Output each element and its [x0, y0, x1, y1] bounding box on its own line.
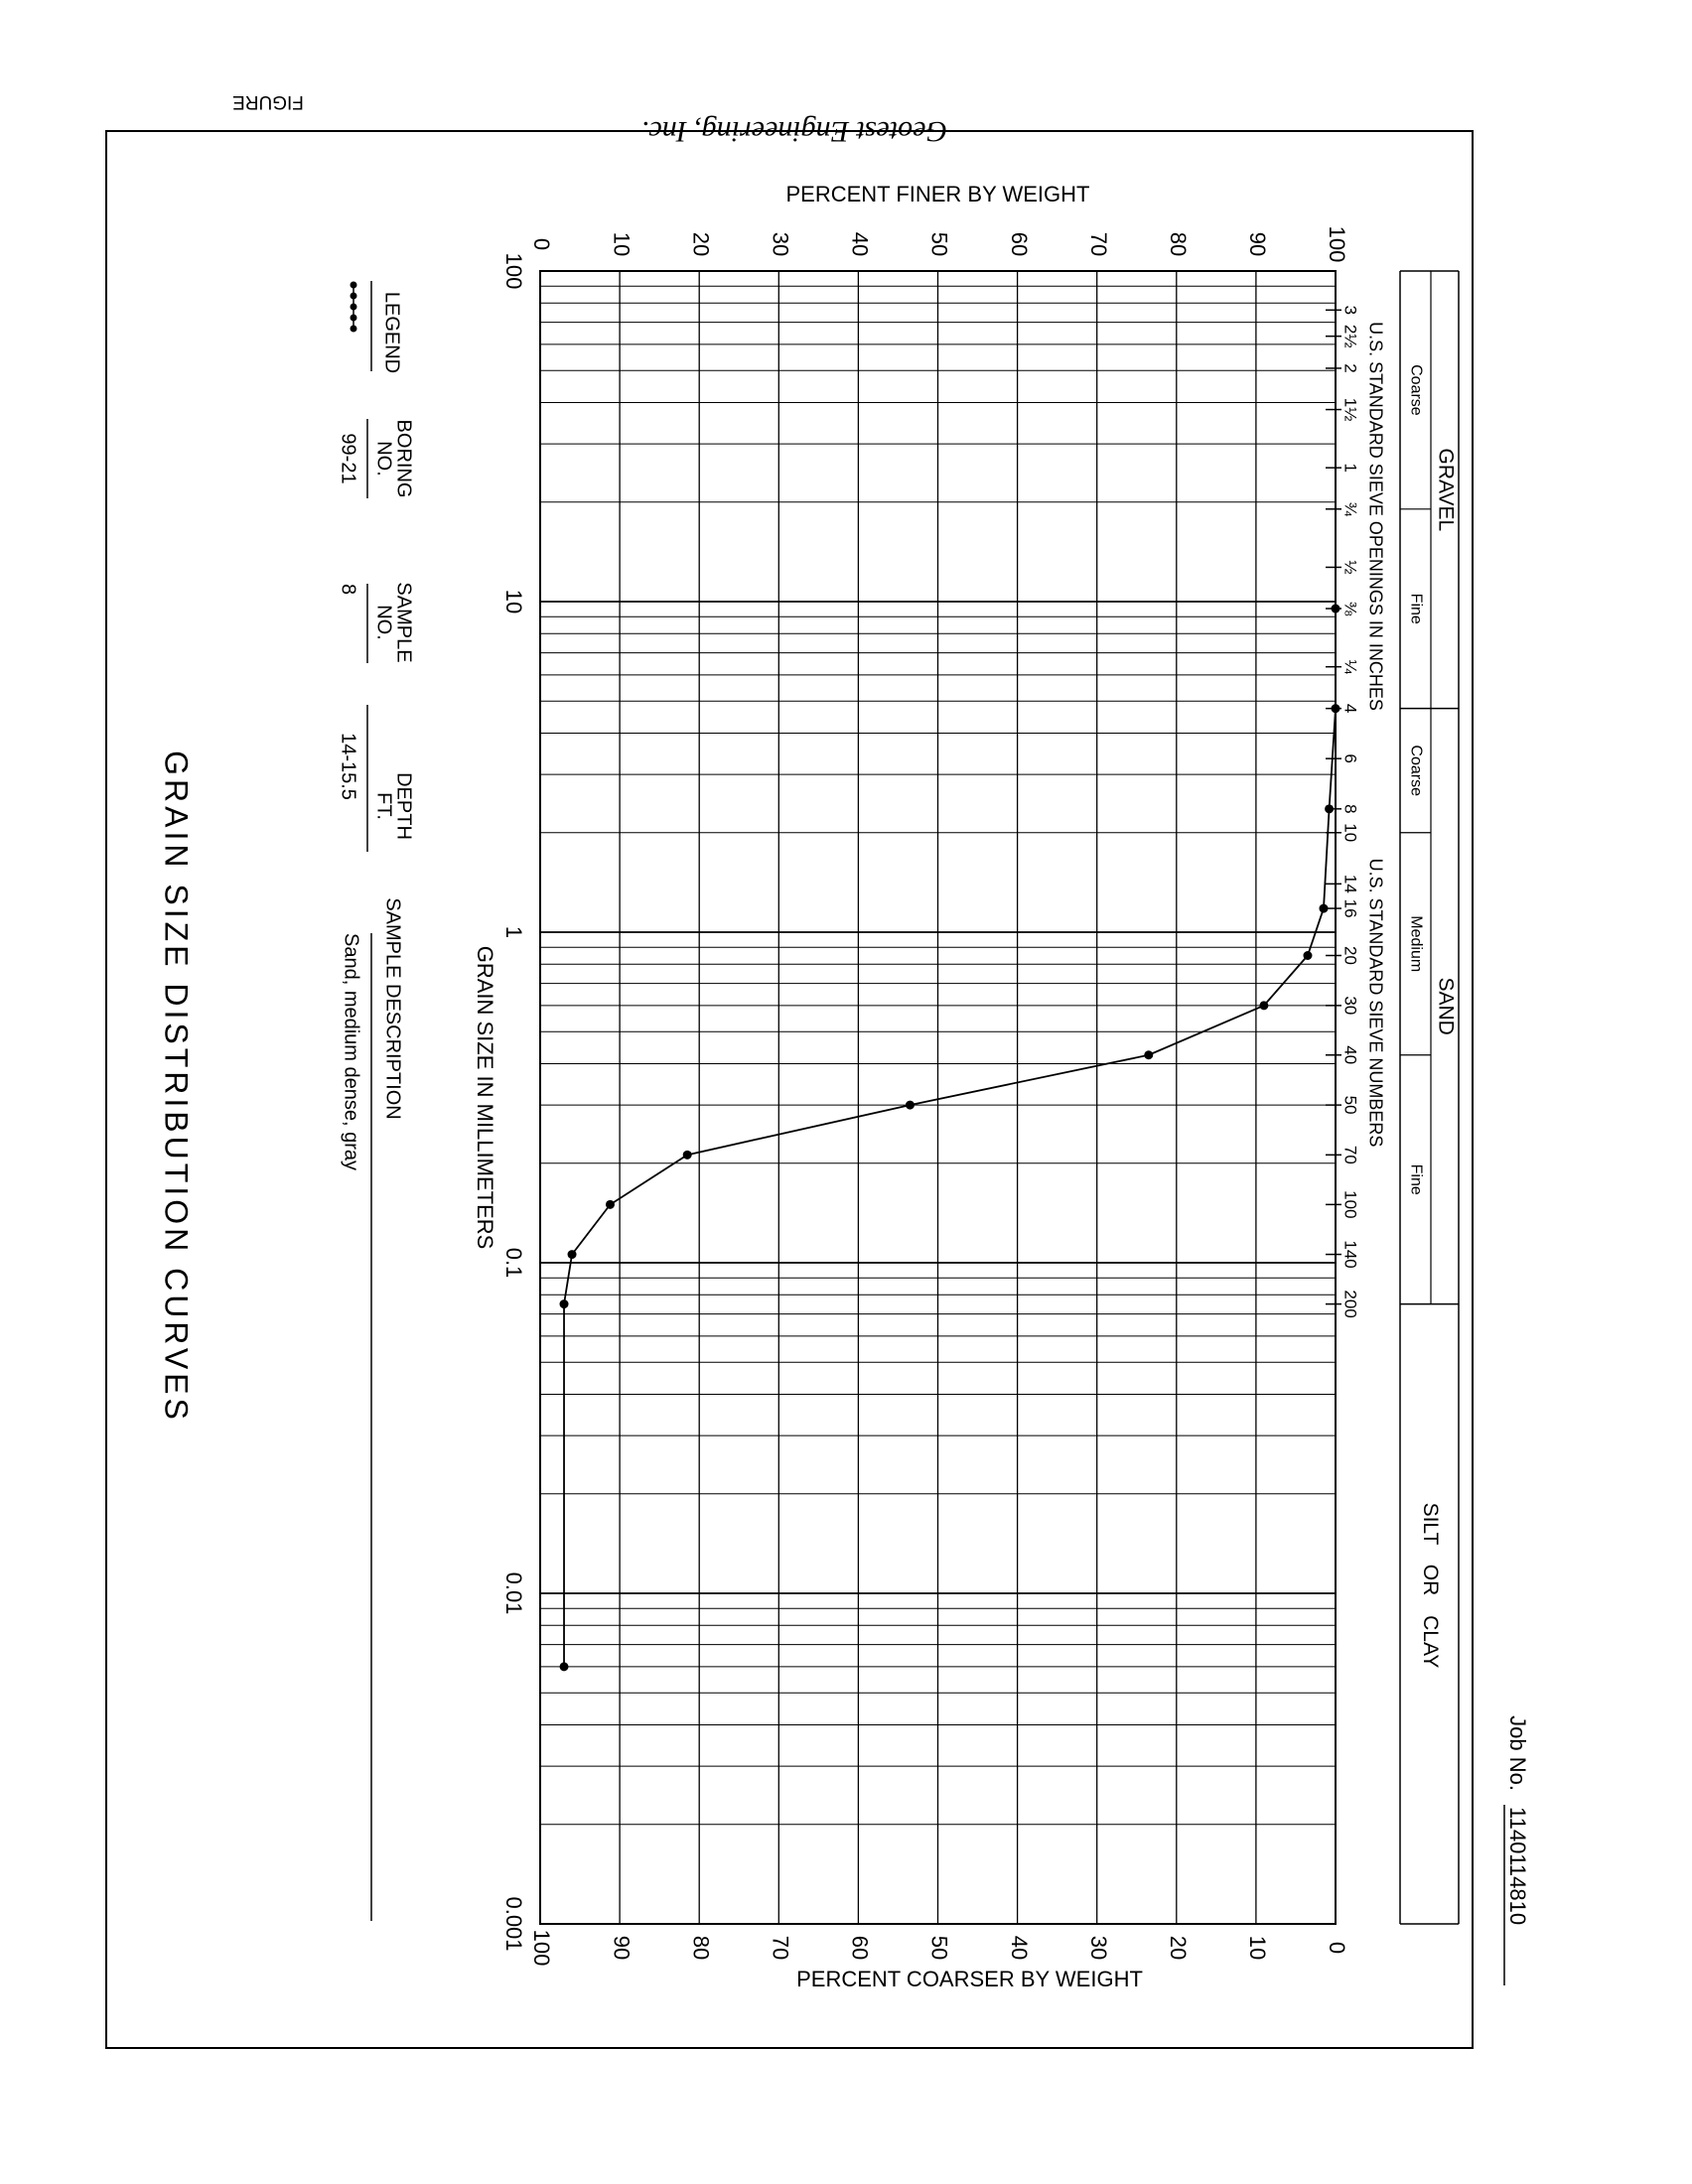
y2-tick-label: [927, 1936, 952, 1960]
data-point: [1332, 605, 1340, 614]
svg-text:10: 10: [1245, 1935, 1271, 1961]
svg-text:0: 0: [1325, 1941, 1350, 1955]
svg-text:14: 14: [1340, 874, 1360, 893]
svg-text:70: 70: [1340, 1145, 1360, 1164]
data-point: [1332, 704, 1340, 713]
sand-medium-label: [1407, 915, 1424, 972]
svg-text:40: 40: [1340, 1045, 1360, 1065]
svg-text:Coarse: Coarse: [1407, 364, 1425, 416]
sieve-inch-label: [1341, 363, 1360, 372]
y2-tick-label: [529, 1930, 554, 1967]
svg-text:30: 30: [768, 231, 793, 257]
svg-text:U.S. STANDARD SIEVE NUMBERS: U.S. STANDARD SIEVE NUMBERS: [1365, 858, 1386, 1148]
sieve-numbers-header: [1365, 859, 1385, 1148]
svg-text:Fine: Fine: [1407, 593, 1425, 624]
gravel-coarse-label: [1407, 364, 1424, 416]
svg-text:GRAVEL: GRAVEL: [1434, 448, 1458, 532]
x-tick-label: [501, 1896, 526, 1951]
y2-tick-label: [609, 1936, 634, 1960]
svg-text:100: 100: [501, 252, 527, 290]
svg-text:NO.: NO.: [372, 441, 395, 477]
svg-text:99-21: 99-21: [337, 433, 359, 484]
y-tick-label: [529, 238, 554, 250]
svg-text:Medium: Medium: [1407, 915, 1425, 973]
sieve-inches-header: [1365, 322, 1385, 711]
data-point: [1259, 1001, 1268, 1010]
data-point: [1319, 904, 1328, 913]
boring-header-line2: [373, 441, 395, 477]
sieve-number-label: [1341, 804, 1360, 813]
y2-tick-label: [768, 1936, 792, 1960]
sand-coarse-label: [1407, 745, 1424, 796]
y2-axis-title: PERCENT COARSER BY WEIGHT: [796, 1967, 1143, 1991]
data-point: [906, 1101, 915, 1110]
svg-text:1: 1: [501, 925, 527, 939]
y2-tick-label: [688, 1936, 713, 1960]
y2-tick-label: [1007, 1936, 1032, 1960]
data-point: [560, 1662, 569, 1671]
svg-text:Geotest Engineering, Inc.: Geotest Engineering, Inc.: [640, 115, 948, 149]
y-tick-label: [768, 232, 792, 256]
sieve-number-label: [1341, 1240, 1360, 1268]
x-tick-label: [501, 926, 526, 938]
svg-text:10: 10: [609, 231, 634, 257]
svg-text:Sand, medium dense, gray: Sand, medium dense, gray: [340, 933, 362, 1171]
x-tick-label: [501, 1248, 526, 1279]
legend-header: [381, 292, 403, 373]
svg-text:200: 200: [1340, 1290, 1360, 1318]
x-tick-label: [501, 1572, 526, 1615]
svg-text:10: 10: [501, 589, 527, 614]
svg-text:SILT OR CLAY: SILT OR CLAY: [1418, 1502, 1442, 1669]
svg-text:⅜: ⅜: [1340, 601, 1360, 616]
svg-text:3: 3: [1340, 305, 1360, 316]
figure-label: [232, 91, 304, 112]
sieve-inch-label: [1341, 602, 1360, 616]
svg-text:16: 16: [1340, 898, 1360, 918]
svg-text:8: 8: [337, 584, 359, 596]
svg-text:1½: 1½: [1340, 397, 1360, 422]
sieve-number-label: [1341, 704, 1360, 713]
y-tick-label: [688, 232, 713, 256]
data-point: [1325, 804, 1334, 813]
svg-text:50: 50: [926, 1935, 952, 1961]
svg-text:Fine: Fine: [1407, 1163, 1425, 1195]
svg-text:30: 30: [1340, 996, 1360, 1016]
gravel-label: [1434, 449, 1457, 532]
svg-text:DEPTH: DEPTH: [392, 772, 415, 840]
y2-tick-label: [1245, 1936, 1270, 1960]
svg-text:10: 10: [1340, 823, 1360, 843]
sample-header-line2: [373, 605, 395, 640]
silt-clay-label: [1419, 1503, 1442, 1669]
depth-header: [393, 772, 415, 840]
svg-text:20: 20: [688, 231, 714, 257]
svg-text:0.01: 0.01: [501, 1571, 527, 1615]
sieve-number-label: [1341, 1045, 1360, 1064]
sieve-number-label: [1341, 946, 1360, 965]
svg-text:NO.: NO.: [372, 605, 395, 640]
sieve-inch-label: [1341, 463, 1360, 472]
sand-label: [1434, 977, 1457, 1034]
y-tick-label: [609, 232, 634, 256]
svg-text:80: 80: [688, 1935, 714, 1961]
y-tick-label: [848, 232, 873, 256]
job-number: 1140114810: [1505, 1807, 1531, 1926]
sieve-number-label: [1341, 1096, 1360, 1115]
job-label: Job No.: [1505, 1715, 1531, 1791]
svg-text:6: 6: [1340, 753, 1360, 763]
data-curve: [564, 609, 1336, 1667]
svg-text:SAMPLE DESCRIPTION: SAMPLE DESCRIPTION: [381, 897, 404, 1120]
sieve-number-label: [1341, 996, 1360, 1015]
svg-text:4: 4: [1340, 703, 1360, 714]
sieve-inch-label: [1341, 660, 1360, 675]
svg-text:½: ½: [1340, 560, 1360, 575]
svg-text:Coarse: Coarse: [1407, 745, 1425, 796]
svg-text:30: 30: [1085, 1935, 1111, 1961]
svg-text:FT.: FT.: [372, 792, 395, 820]
svg-text:100: 100: [1325, 225, 1350, 263]
svg-text:60: 60: [847, 1935, 873, 1961]
sieve-inch-label: [1341, 306, 1360, 315]
y-tick-label: [1007, 232, 1032, 256]
svg-text:2½: 2½: [1340, 324, 1360, 348]
y-tick-label: [1325, 226, 1349, 263]
svg-text:140: 140: [1340, 1240, 1360, 1269]
svg-text:14-15.5: 14-15.5: [337, 733, 359, 800]
svg-text:0: 0: [529, 237, 555, 251]
svg-text:70: 70: [1085, 231, 1111, 257]
svg-text:50: 50: [1340, 1095, 1360, 1115]
y-tick-label: [1166, 232, 1191, 256]
sieve-number-label: [1341, 1290, 1360, 1317]
data-point: [683, 1151, 692, 1160]
svg-text:0.1: 0.1: [501, 1247, 527, 1279]
data-point: [1144, 1050, 1153, 1059]
svg-text:GRAIN SIZE DISTRIBUTION CURVES: GRAIN SIZE DISTRIBUTION CURVES: [158, 751, 195, 1424]
boring-header: [393, 420, 415, 498]
svg-text:8: 8: [1340, 804, 1360, 814]
svg-text:SAMPLE: SAMPLE: [392, 582, 415, 663]
chart-title: [159, 751, 195, 1424]
svg-text:70: 70: [768, 1935, 793, 1961]
sieve-inch-label: [1341, 325, 1360, 348]
sieve-inch-label: [1341, 398, 1360, 422]
sieve-inch-label: [1341, 560, 1360, 574]
svg-text:LEGEND: LEGEND: [380, 291, 403, 374]
svg-text:100: 100: [529, 1929, 555, 1967]
svg-text:SAND: SAND: [1434, 977, 1458, 1035]
x-tick-label: [501, 590, 526, 614]
sieve-number-label: [1341, 1146, 1360, 1164]
svg-text:GRAIN SIZE IN MILLIMETERS: GRAIN SIZE IN MILLIMETERS: [473, 945, 498, 1250]
svg-text:¾: ¾: [1340, 501, 1360, 516]
svg-text:80: 80: [1165, 231, 1191, 257]
svg-text:U.S. STANDARD SIEVE OPENINGS I: U.S. STANDARD SIEVE OPENINGS IN INCHES: [1365, 322, 1386, 711]
sieve-number-label: [1341, 1190, 1360, 1218]
svg-text:FIGURE: FIGURE: [232, 90, 304, 112]
svg-text:40: 40: [847, 231, 873, 257]
data-point: [1303, 951, 1312, 960]
svg-text:50: 50: [926, 231, 952, 257]
description-value: [341, 933, 362, 1170]
depth-value: [338, 733, 359, 800]
svg-text:100: 100: [1340, 1190, 1360, 1219]
svg-text:1: 1: [1340, 463, 1360, 473]
data-point: [568, 1250, 577, 1259]
svg-text:90: 90: [1245, 231, 1271, 257]
depth-header-line2: [373, 792, 395, 820]
y-tick-label: [927, 232, 952, 256]
sieve-number-label: [1341, 753, 1360, 762]
data-point: [606, 1200, 615, 1209]
y-tick-label: [1086, 232, 1111, 256]
sample-header: [393, 582, 415, 662]
svg-text:0.001: 0.001: [501, 1896, 527, 1952]
boring-value: [338, 433, 359, 483]
svg-text:20: 20: [1165, 1935, 1191, 1961]
sieve-number-label: [1341, 823, 1360, 842]
frame-border: [106, 131, 1473, 2048]
y-axis-title: PERCENT FINER BY WEIGHT: [785, 182, 1090, 206]
svg-text:¼: ¼: [1340, 659, 1360, 674]
sieve-number-label: [1341, 899, 1360, 918]
y2-tick-label: [1166, 1936, 1191, 1960]
gravel-fine-label: [1407, 594, 1424, 624]
x-axis-title: [473, 946, 497, 1250]
job-number-block: [1504, 1715, 1530, 1985]
y-tick-label: [1245, 232, 1270, 256]
y2-tick-label: [848, 1936, 873, 1960]
svg-text:60: 60: [1006, 231, 1032, 257]
svg-text:20: 20: [1340, 946, 1360, 965]
y2-tick-label: [1086, 1936, 1111, 1960]
sand-fine-label: [1407, 1164, 1424, 1195]
x-tick-label: [501, 253, 526, 290]
svg-text:90: 90: [609, 1935, 634, 1961]
y2-tick-label: [1325, 1942, 1349, 1954]
description-header: [382, 897, 404, 1119]
sieve-inch-label: [1341, 502, 1360, 517]
svg-text:40: 40: [1006, 1935, 1032, 1961]
svg-text:BORING: BORING: [392, 419, 415, 498]
sieve-number-label: [1341, 875, 1360, 893]
svg-text:2: 2: [1340, 363, 1360, 373]
sample-value: [338, 584, 359, 595]
data-point: [560, 1299, 569, 1308]
